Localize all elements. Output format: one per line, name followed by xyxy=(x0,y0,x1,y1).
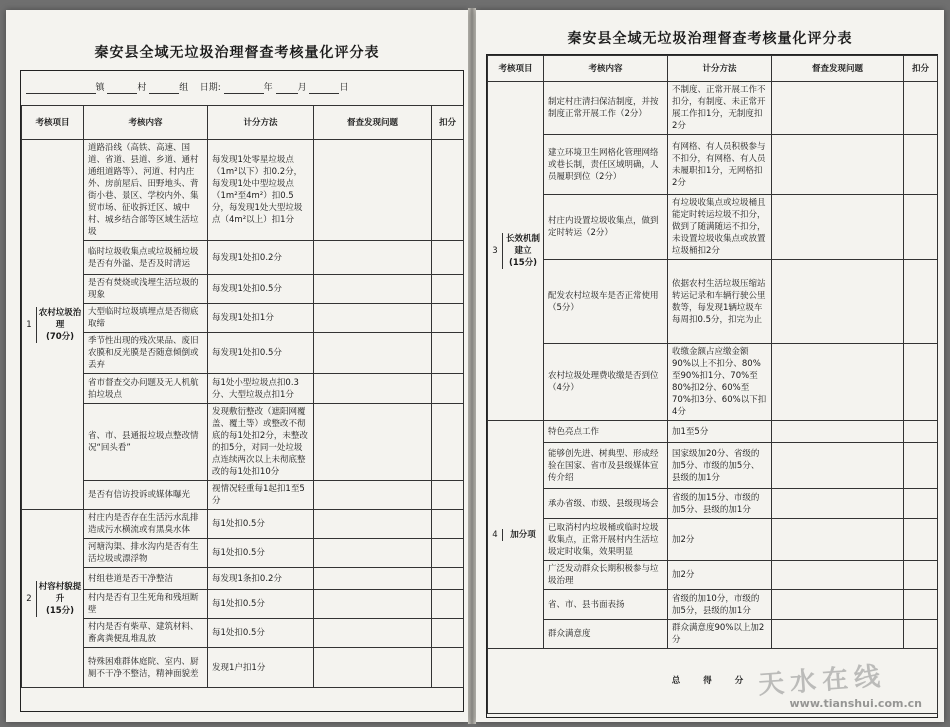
deduction-cell[interactable] xyxy=(904,590,938,620)
section-title: 加分项 xyxy=(510,529,536,540)
table-row xyxy=(488,195,938,260)
method-cell: 每1处扣0.5分 xyxy=(208,619,314,648)
content-cell: 季节性出现的残次果品、废旧农膜和反光膜是否随意倾倒或丢弃 xyxy=(84,333,208,374)
issues-cell[interactable] xyxy=(314,619,432,648)
table-row xyxy=(22,568,464,590)
deduction-cell[interactable] xyxy=(432,568,464,590)
town-blank xyxy=(26,83,96,94)
method-cell: 每1处小型垃圾点扣0.3分、大型垃圾点扣1分 xyxy=(208,374,314,404)
deduction-cell[interactable] xyxy=(432,333,464,374)
left-score-table xyxy=(21,71,464,688)
right-score-table-frame xyxy=(486,54,938,718)
table-row xyxy=(22,304,464,333)
issues-cell[interactable] xyxy=(772,561,904,590)
content-cell: 农村垃圾处理费收缴是否到位（4分） xyxy=(544,344,668,421)
table-row xyxy=(22,404,464,481)
content-cell: 河塘沟渠、排水沟内是否有生活垃圾或漂浮物 xyxy=(84,539,208,568)
section-title: 农村垃圾治理 xyxy=(38,307,82,330)
issues-cell[interactable] xyxy=(772,135,904,195)
method-cell: 加1至5分 xyxy=(668,421,772,443)
method-cell: 每发现1条扣0.2分 xyxy=(208,568,314,590)
year-label: 年 xyxy=(263,83,273,93)
issues-cell[interactable] xyxy=(314,404,432,481)
content-cell: 是否有信访投诉或媒体曝光 xyxy=(84,481,208,510)
header-fill-cell xyxy=(22,71,464,106)
month-label: 月 xyxy=(297,83,307,93)
left-score-table-frame xyxy=(20,70,464,712)
issues-cell[interactable] xyxy=(314,333,432,374)
content-cell: 村内是否有柴草、建筑材料、畜禽粪便乱堆乱放 xyxy=(84,619,208,648)
right-page-title: 秦安县全域无垃圾治理督查考核量化评分表 xyxy=(567,31,853,47)
content-cell: 大型临时垃圾填埋点是否彻底取缔 xyxy=(84,304,208,333)
issues-cell[interactable] xyxy=(772,195,904,260)
left-page xyxy=(6,10,468,722)
issues-cell[interactable] xyxy=(772,260,904,344)
method-cell: 有网格、有人员积极参与不扣分，有网格、有人员未履职扣1分，无网格扣2分 xyxy=(668,135,772,195)
col-header-method: 计分方法 xyxy=(208,106,314,140)
method-cell: 每发现1处扣0.5分 xyxy=(208,275,314,304)
method-cell: 每发现1处零星垃圾点（1m²以下）扣0.2分，每发现1处中型垃圾点（1m²至4m²）扣0.5分，每发现1处大型垃圾点（4m²以上）扣1分 xyxy=(208,140,314,241)
method-cell: 群众满意度90%以上加2分 xyxy=(668,620,772,649)
col-header-item: 考核项目 xyxy=(22,106,84,140)
deduction-cell[interactable] xyxy=(432,510,464,539)
table-row xyxy=(488,489,938,519)
col-header-issues: 督查发现问题 xyxy=(772,56,904,82)
method-cell: 国家级加20分、省级的加5分、市级的加5分、县级的加1分 xyxy=(668,443,772,489)
section-points: (15分) xyxy=(508,258,538,268)
table-row xyxy=(488,344,938,421)
section-name xyxy=(503,233,543,269)
deduction-cell[interactable] xyxy=(432,140,464,241)
col-header-method: 计分方法 xyxy=(668,56,772,82)
village-label: 村 xyxy=(137,83,147,93)
watermark xyxy=(722,660,922,710)
deduction-cell[interactable] xyxy=(904,195,938,260)
table-row xyxy=(22,333,464,374)
deduction-cell[interactable] xyxy=(904,421,938,443)
issues-cell[interactable] xyxy=(772,489,904,519)
book-gutter xyxy=(468,8,476,724)
date-label: 日期: xyxy=(199,83,221,93)
deduction-cell[interactable] xyxy=(432,241,464,275)
issues-cell[interactable] xyxy=(772,590,904,620)
column-header-row xyxy=(22,106,464,140)
issues-cell[interactable] xyxy=(314,590,432,619)
issues-cell[interactable] xyxy=(314,568,432,590)
issues-cell[interactable] xyxy=(314,648,432,688)
issues-cell[interactable] xyxy=(772,82,904,135)
table-row xyxy=(22,275,464,304)
deduction-cell[interactable] xyxy=(904,489,938,519)
issues-cell[interactable] xyxy=(314,275,432,304)
content-cell: 特殊困难群体庭院、室内、厨厕不干净不整洁，精神面貌差 xyxy=(84,648,208,688)
deduction-cell[interactable] xyxy=(432,619,464,648)
issues-cell[interactable] xyxy=(314,241,432,275)
section-item-cell xyxy=(488,421,544,649)
content-cell: 省市督查交办问题及无人机航拍垃圾点 xyxy=(84,374,208,404)
deduction-cell[interactable] xyxy=(904,620,938,649)
deduction-cell[interactable] xyxy=(432,374,464,404)
content-cell: 临时垃圾收集点或垃圾桶垃圾是否有外溢、是否及时清运 xyxy=(84,241,208,275)
section-number: 4 xyxy=(488,529,503,541)
col-header-content: 考核内容 xyxy=(544,56,668,82)
section-points: (15分) xyxy=(45,605,75,616)
section-number: 2 xyxy=(22,581,37,617)
content-cell: 配发农村垃圾车是否正常使用（5分） xyxy=(544,260,668,344)
deduction-cell[interactable] xyxy=(904,260,938,344)
issues-cell[interactable] xyxy=(314,140,432,241)
method-cell: 收缴金额占应缴金额90%以上不扣分、80%至90%扣1分、70%至80%扣2分、60%至70%扣3分、60%以下扣4分 xyxy=(668,344,772,421)
deduction-cell[interactable] xyxy=(432,481,464,510)
deduction-cell[interactable] xyxy=(904,344,938,421)
col-header-issues: 督查发现问题 xyxy=(314,106,432,140)
content-cell: 群众满意度 xyxy=(544,620,668,649)
year-blank xyxy=(224,83,264,94)
table-row xyxy=(22,648,464,688)
table-row xyxy=(22,619,464,648)
table-row xyxy=(488,443,938,489)
method-cell: 每1处扣0.5分 xyxy=(208,590,314,619)
month-blank xyxy=(276,83,298,94)
section-item-cell xyxy=(22,510,84,688)
method-cell: 视情况轻重每1起扣1至5分 xyxy=(208,481,314,510)
table-row xyxy=(488,620,938,649)
method-cell: 发现敷衍整改（遮阳网覆盖、覆土等）或整改不彻底的每1处扣2分，未整改的扣5分，对同一处垃圾点连续两次以上未彻底整改的每1处扣10分 xyxy=(208,404,314,481)
section-number: 1 xyxy=(22,307,37,343)
method-cell: 加2分 xyxy=(668,561,772,590)
content-cell: 是否有焚烧或浅埋生活垃圾的现象 xyxy=(84,275,208,304)
section-title: 村容村貌提升 xyxy=(38,581,82,604)
column-header-row xyxy=(488,56,938,82)
deduction-cell[interactable] xyxy=(432,275,464,304)
issues-cell[interactable] xyxy=(772,344,904,421)
method-cell: 省级的加15分、市级的加5分、县级的加1分 xyxy=(668,489,772,519)
method-cell: 依据农村生活垃圾压缩站转运记录和车辆行驶公里数等，每发现1辆垃圾车每周扣0.5分，扣完为止 xyxy=(668,260,772,344)
content-cell: 制定村庄清扫保洁制度，并按制度正常开展工作（2分） xyxy=(544,82,668,135)
town-label: 镇 xyxy=(95,83,105,93)
content-cell: 能够创先进、树典型、形成经验在国家、省市及县级媒体宣传介绍 xyxy=(544,443,668,489)
col-header-deduction: 扣分 xyxy=(904,56,938,82)
section-number: 3 xyxy=(488,233,503,269)
section-item-cell xyxy=(488,82,544,421)
deduction-cell[interactable] xyxy=(432,590,464,619)
section-name xyxy=(503,529,543,541)
table-row xyxy=(488,421,938,443)
table-row xyxy=(22,539,464,568)
issues-cell[interactable] xyxy=(314,510,432,539)
section-name xyxy=(37,581,83,617)
issues-cell[interactable] xyxy=(314,539,432,568)
table-row xyxy=(22,241,464,275)
day-label: 日 xyxy=(339,83,349,93)
content-cell: 省、市、县通报垃圾点整改情况“回头看” xyxy=(84,404,208,481)
group-blank xyxy=(149,83,179,94)
deduction-cell[interactable] xyxy=(904,443,938,489)
issues-cell[interactable] xyxy=(772,519,904,561)
content-cell: 广泛发动群众长期积极参与垃圾治理 xyxy=(544,561,668,590)
method-cell: 每发现1处扣0.5分 xyxy=(208,333,314,374)
method-cell: 有垃圾收集点或垃圾桶且能定时转运垃圾不扣分，做到了随满随运不扣分，未设置垃圾收集点或放置垃圾桶扣2分 xyxy=(668,195,772,260)
left-page-title: 秦安县全域无垃圾治理督查考核量化评分表 xyxy=(94,45,380,61)
section-item-cell xyxy=(22,140,84,510)
table-row xyxy=(22,590,464,619)
table-row xyxy=(22,374,464,404)
content-cell: 建立环境卫生网格化管理网络或巷长制，责任区域明确，人员履职到位（2分） xyxy=(544,135,668,195)
total-score-label: 总 得 分 xyxy=(488,649,938,714)
table-row xyxy=(22,481,464,510)
method-cell: 每发现1处扣1分 xyxy=(208,304,314,333)
col-header-item: 考核项目 xyxy=(488,56,544,82)
right-score-table xyxy=(487,55,938,714)
deduction-cell[interactable] xyxy=(904,82,938,135)
table-row xyxy=(488,82,938,135)
col-header-content: 考核内容 xyxy=(84,106,208,140)
deduction-cell[interactable] xyxy=(904,561,938,590)
issues-cell[interactable] xyxy=(772,421,904,443)
table-row xyxy=(488,135,938,195)
deduction-cell[interactable] xyxy=(432,304,464,333)
content-cell: 特色亮点工作 xyxy=(544,421,668,443)
content-cell: 省、市、县书面表扬 xyxy=(544,590,668,620)
left-table-body xyxy=(22,140,464,688)
section-name xyxy=(37,307,83,343)
table-row xyxy=(22,140,464,241)
section-title: 长效机制建立 xyxy=(505,234,540,256)
issues-cell[interactable] xyxy=(314,374,432,404)
day-blank xyxy=(309,83,339,94)
table-row xyxy=(22,510,464,539)
issues-cell[interactable] xyxy=(314,481,432,510)
content-cell: 道路沿线（高铁、高速、国道、省道、县道、乡道、通村通组道路等）、河道、村内庄外、房前屋后、田野地头、背街小巷、景区、学校内外、集贸市场、征收拆迁区、城中村、城乡结合部等区域生活垃圾 xyxy=(84,140,208,241)
village-blank xyxy=(107,83,137,94)
content-cell: 村庄内设置垃圾收集点，做到定时转运（2分） xyxy=(544,195,668,260)
header-fill-row xyxy=(22,71,464,106)
right-table-body xyxy=(488,82,938,649)
right-page xyxy=(476,10,944,722)
table-row xyxy=(488,590,938,620)
table-row xyxy=(488,561,938,590)
issues-cell[interactable] xyxy=(772,443,904,489)
method-cell: 每1处扣0.5分 xyxy=(208,510,314,539)
content-cell: 已取消村内垃圾桶或临时垃圾收集点，正常开展村内生活垃圾定时收集，效果明显 xyxy=(544,519,668,561)
method-cell: 每1处扣0.5分 xyxy=(208,539,314,568)
section-points: (70分) xyxy=(45,331,75,342)
method-cell: 每发现1处扣0.2分 xyxy=(208,241,314,275)
deduction-cell[interactable] xyxy=(904,135,938,195)
method-cell: 不制度、正常开展工作不扣分，有制度、未正常开展工作扣1分，无制度扣2分 xyxy=(668,82,772,135)
content-cell: 村内是否有卫生死角和残垣断壁 xyxy=(84,590,208,619)
content-cell: 村庄内是否存在生活污水乱排造成污水横流或有黑臭水体 xyxy=(84,510,208,539)
method-cell: 加2分 xyxy=(668,519,772,561)
watermark-text: 天水在线 xyxy=(757,661,888,701)
content-cell: 承办省级、市级、县级现场会 xyxy=(544,489,668,519)
method-cell: 省级的加10分，市级的加5分，县级的加1分 xyxy=(668,590,772,620)
deduction-cell[interactable] xyxy=(904,519,938,561)
watermark-url: www.tianshui.com.cn xyxy=(789,697,922,710)
group-label: 组 xyxy=(179,83,189,93)
deduction-cell[interactable] xyxy=(432,648,464,688)
deduction-cell[interactable] xyxy=(432,404,464,481)
table-row xyxy=(488,519,938,561)
method-cell: 发现1户扣1分 xyxy=(208,648,314,688)
col-header-deduction: 扣分 xyxy=(432,106,464,140)
content-cell: 村组巷道是否干净整洁 xyxy=(84,568,208,590)
table-row xyxy=(488,260,938,344)
issues-cell[interactable] xyxy=(314,304,432,333)
deduction-cell[interactable] xyxy=(432,539,464,568)
issues-cell[interactable] xyxy=(772,620,904,649)
